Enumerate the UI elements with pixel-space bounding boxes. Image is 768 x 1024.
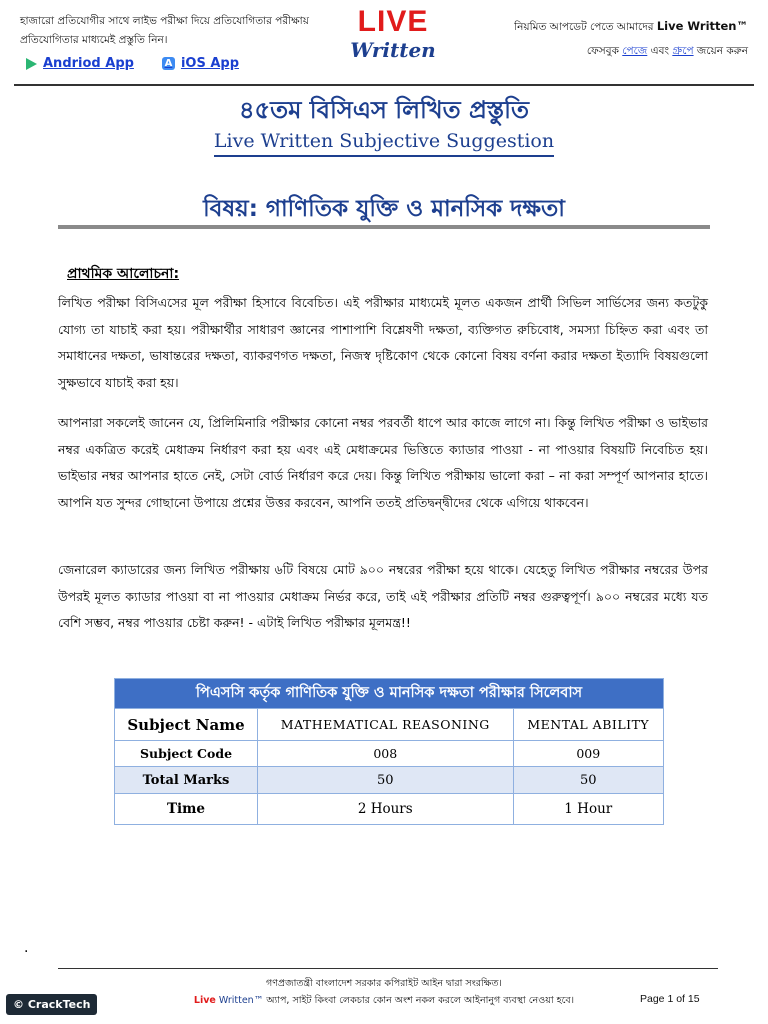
header-social-line2 xyxy=(418,39,748,63)
cracktech-watermark: © CrackTech xyxy=(6,994,97,1015)
paragraph-1: লিখিত পরীক্ষা বিসিএসের মূল পরীক্ষা হিসাবে বিবেচিত। এই পরীক্ষার মাধ্যমেই মূলত একজন প্রার্থী সিভিল সার্ভিসের জন্য কতটুকু যোগ্য তা যাচাই করা হয়। পরীক্ষার্থীর সাধারণ জ্ঞানের পাশাপাশি বিশ্লেষণী দক্ষতা, ব্যক্তিগত রুচিবোধ, সমস্যা চিহ্নিত করা এবং তা সমাধানের দক্ষতা, ভাষান্তরের দক্ষতা, ব্যাকরণগত দক্ষতা, নিজস্ব দৃষ্টিকোণ থেকে কোনো বিষয় বর্ণনা করার দক্ষতা ইত্যাদি বিষয়গুলো সুক্ষভাবে যাচাই করা হয়। xyxy=(58,295,708,390)
column-mathematical-reasoning: MATHEMATICAL REASONING xyxy=(258,709,514,741)
row-label: Total Marks xyxy=(115,767,258,794)
page-subtitle xyxy=(0,130,768,152)
header-tagline-line1: হাজারো প্রতিযোগীর সাথে লাইভ পরীক্ষা দিয়ে প্রতিযোগিতার পরীক্ষায় xyxy=(20,15,309,27)
android-app-link[interactable] xyxy=(26,56,134,71)
subject-divider xyxy=(58,225,710,229)
subject-title: বিষয়: গাণিতিক যুক্তি ও মানসিক দক্ষতা xyxy=(203,196,565,222)
footer-brand-live: Live xyxy=(193,995,216,1006)
app-links xyxy=(26,56,239,71)
header-social xyxy=(418,14,748,63)
android-app-label: Andriod App xyxy=(43,56,134,71)
page-title: ৪৫তম বিসিএস লিখিত প্রস্তুতি xyxy=(238,96,530,124)
google-play-icon xyxy=(26,58,37,70)
facebook-group-link[interactable]: গ্রুপে xyxy=(672,45,694,57)
logo-written-text: Written xyxy=(350,38,436,62)
table-cell: 2 Hours xyxy=(258,794,514,825)
app-store-icon: A xyxy=(162,57,175,70)
stray-dot: . xyxy=(24,940,29,956)
page-subtitle-text: Live Written Subjective Suggestion xyxy=(214,130,554,157)
table-row xyxy=(115,794,664,825)
social-prefix: নিয়মিত আপডেট পেতে আমাদের xyxy=(514,21,657,33)
facebook-page-link[interactable]: পেজে xyxy=(622,45,648,57)
header-tagline-line2: প্রতিযোগিতার মাধ্যমেই প্রস্তুতি নিন। xyxy=(20,34,168,46)
table-title: পিএসসি কর্তৃক গাণিতিক যুক্তি ও মানসিক দক্ষতা পরীক্ষার সিলেবাস xyxy=(115,679,664,709)
logo-live-text: LIVE xyxy=(357,5,429,38)
table-header-row xyxy=(115,709,664,741)
header-divider xyxy=(14,84,754,86)
social-brand: Live Written™ xyxy=(656,19,748,33)
social-line2-prefix: ফেসবুক xyxy=(586,45,623,57)
footer-brand-written: Written™ xyxy=(218,995,264,1006)
copyright-line: গণপ্রজাতন্ত্রী বাংলাদেশ সরকার কপিরাইট আইন দ্বারা সংরক্ষিত। xyxy=(266,978,502,989)
header-social-line1 xyxy=(418,14,748,39)
ios-app-label: iOS App xyxy=(180,56,240,71)
page-number: Page 1 of 15 xyxy=(640,993,700,1005)
table-cell: 50 xyxy=(513,767,663,794)
row-label: Time xyxy=(115,794,258,825)
table-row xyxy=(115,741,664,767)
social-line2-suffix: জয়েন করুন xyxy=(693,45,748,57)
syllabus-table xyxy=(114,678,664,825)
paragraph-3: জেনারেল ক্যাডারের জন্য লিখিত পরীক্ষায় ৬টি বিষয়ে মোট ৯০০ নম্বরের পরীক্ষা হয়ে থাকে। যেহেতু লিখিত পরীক্ষার নম্বরের উপর উপরই মূলত ক্যাডার পাওয়া বা না পাওয়ার মেধাক্রম নির্ভর করে, তাই এই পরীক্ষার প্রতিটি নম্বর গুরুত্বপূর্ণ। ৯০০ নম্বরের মধ্যে যত বেশি সম্ভব, নম্বর পাওয়ার চেষ্টা করুন! - এটাই লিখিত পরীক্ষার মূলমন্ত্র!! xyxy=(58,562,708,630)
footer-notice-text: অ্যাপ, সাইট কিংবা লেকচার কোন অংশ নকল করলে আইনানুগ ব্যবস্থা নেওয়া হবে। xyxy=(263,995,575,1006)
subject-name-label: Subject Name xyxy=(115,709,258,741)
copy-warning-line xyxy=(150,992,618,1009)
table-cell: 50 xyxy=(258,767,514,794)
footer-notice xyxy=(150,975,618,1009)
footer-divider xyxy=(58,968,718,969)
section-heading: প্রাথমিক আলোচনা: xyxy=(67,266,180,282)
table-cell: 008 xyxy=(258,741,514,767)
column-mental-ability: MENTAL ABILITY xyxy=(513,709,663,741)
header-tagline xyxy=(20,12,320,50)
paragraph-2: আপনারা সকলেই জানেন যে, প্রিলিমিনারি পরীক্ষার কোনো নম্বর পরবর্তী ধাপে আর কাজে লাগে না। কিন্তু লিখিত পরীক্ষা ও ভাইভার নম্বর একত্রিত করেই মেধাক্রম নির্ধারণ করা হয় এবং এই মেধাক্রমের ভিত্তিতে ক্যাডার পাওয়া - না পাওয়ার বিষয়টি নিবেচিত হয়। ভাইভার নম্বর আপনার হাতে নেই, সেটা বোর্ড নির্ধারণ করে দেয়। কিন্তু লিখিত পরীক্ষায় ভালো করা – না করা সম্পূর্ণ আপনার হাতে। আপনি যত সুন্দর গোছানো উপায়ে প্রশ্নের উত্তর করবেন, আপনি ততই প্রতিদ্বন্দ্বীদের থেকে এগিয়ে থাকবেন। xyxy=(58,415,708,510)
table-cell: 009 xyxy=(513,741,663,767)
row-label: Subject Code xyxy=(115,741,258,767)
table-row xyxy=(115,767,664,794)
table-cell: 1 Hour xyxy=(513,794,663,825)
table-title-row xyxy=(115,679,664,709)
ios-app-link[interactable] xyxy=(162,56,239,71)
social-line2-mid: এবং xyxy=(647,45,673,57)
